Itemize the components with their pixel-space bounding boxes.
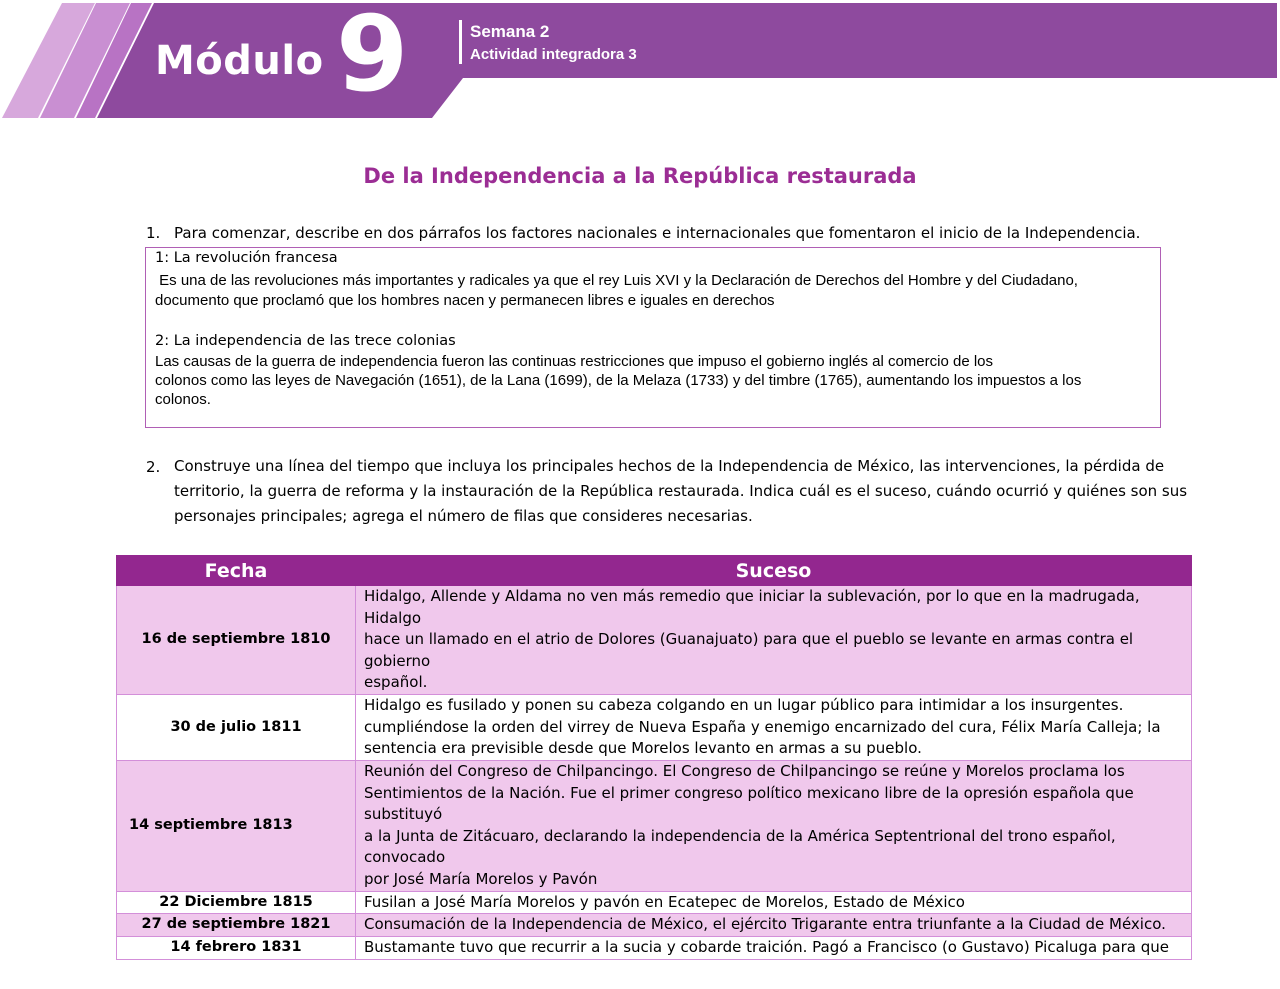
row-date: 16 de septiembre 1810 <box>117 586 356 695</box>
answer-1-line: Es una de las revoluciones más importantes y radicales ya que el rey Luis XVI y la Declaración de Derechos del Hombre y del Ciudadano, <box>155 272 1078 289</box>
document-title: De la Independencia a la República restaurada <box>363 164 917 188</box>
column-header-fecha: Fecha <box>117 556 356 586</box>
module-number: 9 <box>336 0 409 115</box>
event-line: por José María Morelos y Pavón <box>364 869 598 888</box>
row-event[interactable] <box>356 760 1192 891</box>
event-line: Bustamante tuvo que recurrir a la sucia y cobarde traición. Pagó a Francisco (o Gustavo) Picaluga para que <box>364 938 1170 957</box>
question-2-text <box>174 454 1187 529</box>
row-date: 27 de septiembre 1821 <box>117 914 356 937</box>
event-line: hace un llamado en el atrio de Dolores (Guanajuato) para que el pueblo se levante en armas contra el gobierno <box>364 630 1134 670</box>
answer-1-line: colonos. <box>155 391 211 408</box>
table-row <box>117 891 1192 914</box>
event-line: Fusilan a José María Morelos y pavón en Ecatepec de Morelos, Estado de México <box>364 892 965 911</box>
event-line: sentencia era previsible desde que Morelos levanto en armas a su pueblo. <box>364 739 922 758</box>
answer-1-line: documento que proclamó que los hombres nacen y permanecen libres e iguales en derechos <box>155 292 775 309</box>
table-row <box>117 760 1192 891</box>
event-line: Sentimientos de la Nación. Fue el primer congreso político mexicano libre de la opresión española que substituyó <box>364 783 1134 824</box>
row-event[interactable] <box>356 694 1192 760</box>
question-2-line: territorio, la guerra de reforma y la instauración de la República restaurada. Indica cuál es el suceso, cuándo ocurrió y quiénes son sus <box>174 482 1188 500</box>
answer-1-line: Las causas de la guerra de independencia fueron las continuas restricciones que impuso el gobierno inglés al comercio de los <box>155 353 994 370</box>
banner-divider <box>459 20 462 64</box>
timeline-table <box>116 555 1192 960</box>
event-line: cumpliéndose la orden del virrey de Nueva España y enemigo encarnizado del cura, Félix María Calleja; la <box>364 717 1161 736</box>
row-event[interactable] <box>356 914 1192 937</box>
event-line: a la Junta de Zitácuaro, declarando la independencia de la América Septentrional del trono español, convocado <box>364 826 1116 867</box>
answer-1-line: colonos como las leyes de Navegación (1651), de la Lana (1699), de la Melaza (1733) y del timbre (1765), aumentando los impuestos a los <box>155 372 1082 389</box>
table-row <box>117 937 1192 960</box>
row-event[interactable] <box>356 891 1192 914</box>
question-1-text: Para comenzar, describe en dos párrafos los factores nacionales e internacionales que fomentaron el inicio de la Independencia. <box>174 224 1141 242</box>
event-line: español. <box>364 673 428 692</box>
table-row <box>117 914 1192 937</box>
question-2-line: personajes principales; agrega el número de filas que consideres necesarias. <box>174 507 753 525</box>
module-banner <box>0 0 1280 125</box>
activity-label: Actividad integradora 3 <box>470 46 637 63</box>
row-event[interactable] <box>356 586 1192 695</box>
answer-1-box[interactable] <box>145 247 1161 428</box>
answer-1-heading-1: 1: La revolución francesa <box>155 250 338 266</box>
row-date: 14 septiembre 1813 <box>117 760 356 891</box>
timeline-header-row <box>117 556 1192 586</box>
question-2-line: Construye una línea del tiempo que incluya los principales hechos de la Independencia de México, las intervenciones, la pérdida de <box>174 457 1165 475</box>
row-date: 30 de julio 1811 <box>117 694 356 760</box>
question-2-number: 2. <box>146 458 161 476</box>
event-line: Hidalgo es fusilado y ponen su cabeza colgando en un lugar público para intimidar a los insurgentes. <box>364 695 1124 714</box>
table-row <box>117 694 1192 760</box>
column-header-suceso: Suceso <box>356 556 1192 586</box>
row-date: 14 febrero 1831 <box>117 937 356 960</box>
question-1-number: 1. <box>146 224 161 242</box>
table-row <box>117 586 1192 695</box>
row-date: 22 Diciembre 1815 <box>117 891 356 914</box>
event-line: Hidalgo, Allende y Aldama no ven más remedio que iniciar la sublevación, por lo que en la madrugada, Hidalgo <box>364 587 1140 627</box>
event-line: Consumación de la Independencia de México, el ejército Trigarante entra triunfante a la Ciudad de México. <box>364 915 1166 934</box>
event-line: Reunión del Congreso de Chilpancingo. El Congreso de Chilpancingo se reúne y Morelos proclama los <box>364 761 1125 780</box>
module-label: Módulo <box>155 38 324 84</box>
week-label: Semana 2 <box>470 22 550 41</box>
answer-1-heading-2: 2: La independencia de las trece colonias <box>155 333 456 349</box>
row-event[interactable] <box>356 937 1192 960</box>
